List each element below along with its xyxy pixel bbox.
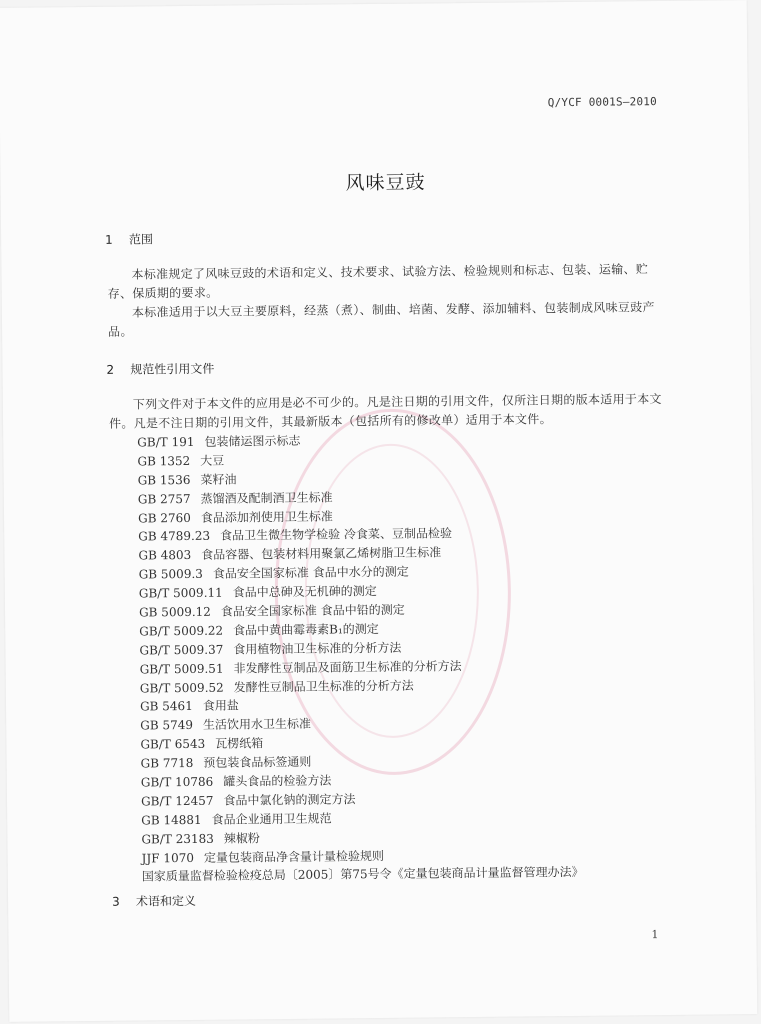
reference-name: 食品安全国家标准 食品中水分的测定 <box>212 564 409 581</box>
reference-code: GB/T 5009.37 <box>139 642 224 658</box>
reference-name: 食用植物油卫生标准的分析方法 <box>233 640 402 657</box>
reference-item <box>142 863 584 887</box>
reference-code: GB/T 5009.11 <box>138 585 223 601</box>
reference-code: GB 1536 <box>137 472 191 488</box>
reference-name: 食品添加剂使用卫生标准 <box>200 509 333 525</box>
reference-code: GB 2757 <box>137 491 191 507</box>
section-2-heading <box>106 360 214 378</box>
reference-code: GB/T 23183 <box>141 831 214 847</box>
reference-name: 预包装食品标签通则 <box>203 754 312 770</box>
reference-code: GB 5009.12 <box>138 604 211 620</box>
reference-name: 食品容器、包装材料用聚氯乙烯树脂卫生标准 <box>201 545 442 563</box>
reference-code: GB/T 191 <box>137 434 195 450</box>
reference-name: 定量包装商品净含量计量检验规则 <box>203 848 385 865</box>
reference-name: 包装储运图示标志 <box>204 433 301 449</box>
reference-code: GB/T 12457 <box>140 793 214 809</box>
reference-name: 菜籽油 <box>200 472 237 487</box>
reference-name: 瓦楞纸箱 <box>215 736 264 751</box>
reference-code: GB/T 10786 <box>140 774 214 790</box>
reference-name: 食品中总砷及无机砷的测定 <box>232 584 377 600</box>
scope-paragraph-2: 本标准适用于以大豆主要原料，经蒸（煮）、制曲、培菌、发酵、添加辅料、包装制成风味豆豉产品。 <box>108 300 655 339</box>
section-number: 2 <box>106 362 115 377</box>
reference-name: 罐头食品的检验方法 <box>223 773 332 789</box>
document-title: 风味豆豉 <box>345 171 426 195</box>
reference-list <box>137 429 584 887</box>
reference-code: GB 7718 <box>140 756 194 771</box>
reference-name: 生活饮用水卫生标准 <box>202 717 312 733</box>
reference-code: JJF 1070 <box>141 850 195 866</box>
reference-name: 食品安全国家标准 食品中铅的测定 <box>220 602 405 619</box>
reference-code: GB 14881 <box>141 812 202 828</box>
reference-code: GB/T 5009.51 <box>139 661 224 677</box>
reference-code: GB 5749 <box>140 718 194 733</box>
reference-code: GB/T 6543 <box>140 737 206 752</box>
reference-code: GB 1352 <box>137 453 191 469</box>
section-3-heading <box>112 892 196 910</box>
reference-code: GB 4789.23 <box>138 529 211 544</box>
reference-name: 食品中氯化钠的测定方法 <box>223 792 356 808</box>
reference-name: 食品卫生微生物学检验 冷食菜、豆制品检验 <box>220 526 452 544</box>
reference-code: GB 5461 <box>139 699 193 714</box>
reference-name: 食品中黄曲霉毒素B₁的测定 <box>233 621 379 638</box>
reference-name: 非发酵性豆制品及面筋卫生标准的分析方法 <box>233 658 462 676</box>
section-number: 3 <box>112 894 120 909</box>
section-number: 1 <box>105 232 113 247</box>
scope-paragraph-1: 本标准规定了风味豆豉的术语和定义、技术要求、试验方法、检验规则和标志、包装、运输、贮存、保质期的要求。 <box>107 262 649 301</box>
section-title: 术语和定义 <box>135 893 196 909</box>
reference-code: 国家质量监督检验检疫总局〔2005〕第75号令 <box>141 867 392 884</box>
reference-code: GB/T 5009.52 <box>139 680 224 696</box>
page-number: 1 <box>651 928 659 942</box>
reference-name: 食用盐 <box>202 698 239 714</box>
section-title: 范围 <box>128 232 154 247</box>
normative-references-intro: 下列文件对于本文件的应用是必不可少的。凡是注日期的引用文件，仅所注日期的版本适用于本文件。凡是不注日期的引用文件，其最新版本（包括所有的修改单）适用于本文件。 <box>108 392 662 431</box>
section-title: 规范性引用文件 <box>130 361 215 377</box>
reference-code: GB 4803 <box>138 548 192 563</box>
reference-code: GB 5009.3 <box>138 567 203 582</box>
reference-name: 发酵性豆制品卫生标准的分析方法 <box>233 678 414 695</box>
reference-name: 食品企业通用卫生规范 <box>211 811 332 827</box>
standard-number: Q/YCF 0001S—2010 <box>547 95 657 110</box>
reference-code: GB/T 5009.22 <box>139 623 224 639</box>
reference-name: 《定量包装商品计量监督管理办法》 <box>391 865 584 882</box>
reference-code: GB 2760 <box>137 510 191 526</box>
reference-name: 蒸馏酒及配制酒卫生标准 <box>200 490 333 506</box>
section-1-heading <box>105 230 153 248</box>
reference-name: 辣椒粉 <box>223 830 260 846</box>
reference-name: 大豆 <box>200 453 225 468</box>
